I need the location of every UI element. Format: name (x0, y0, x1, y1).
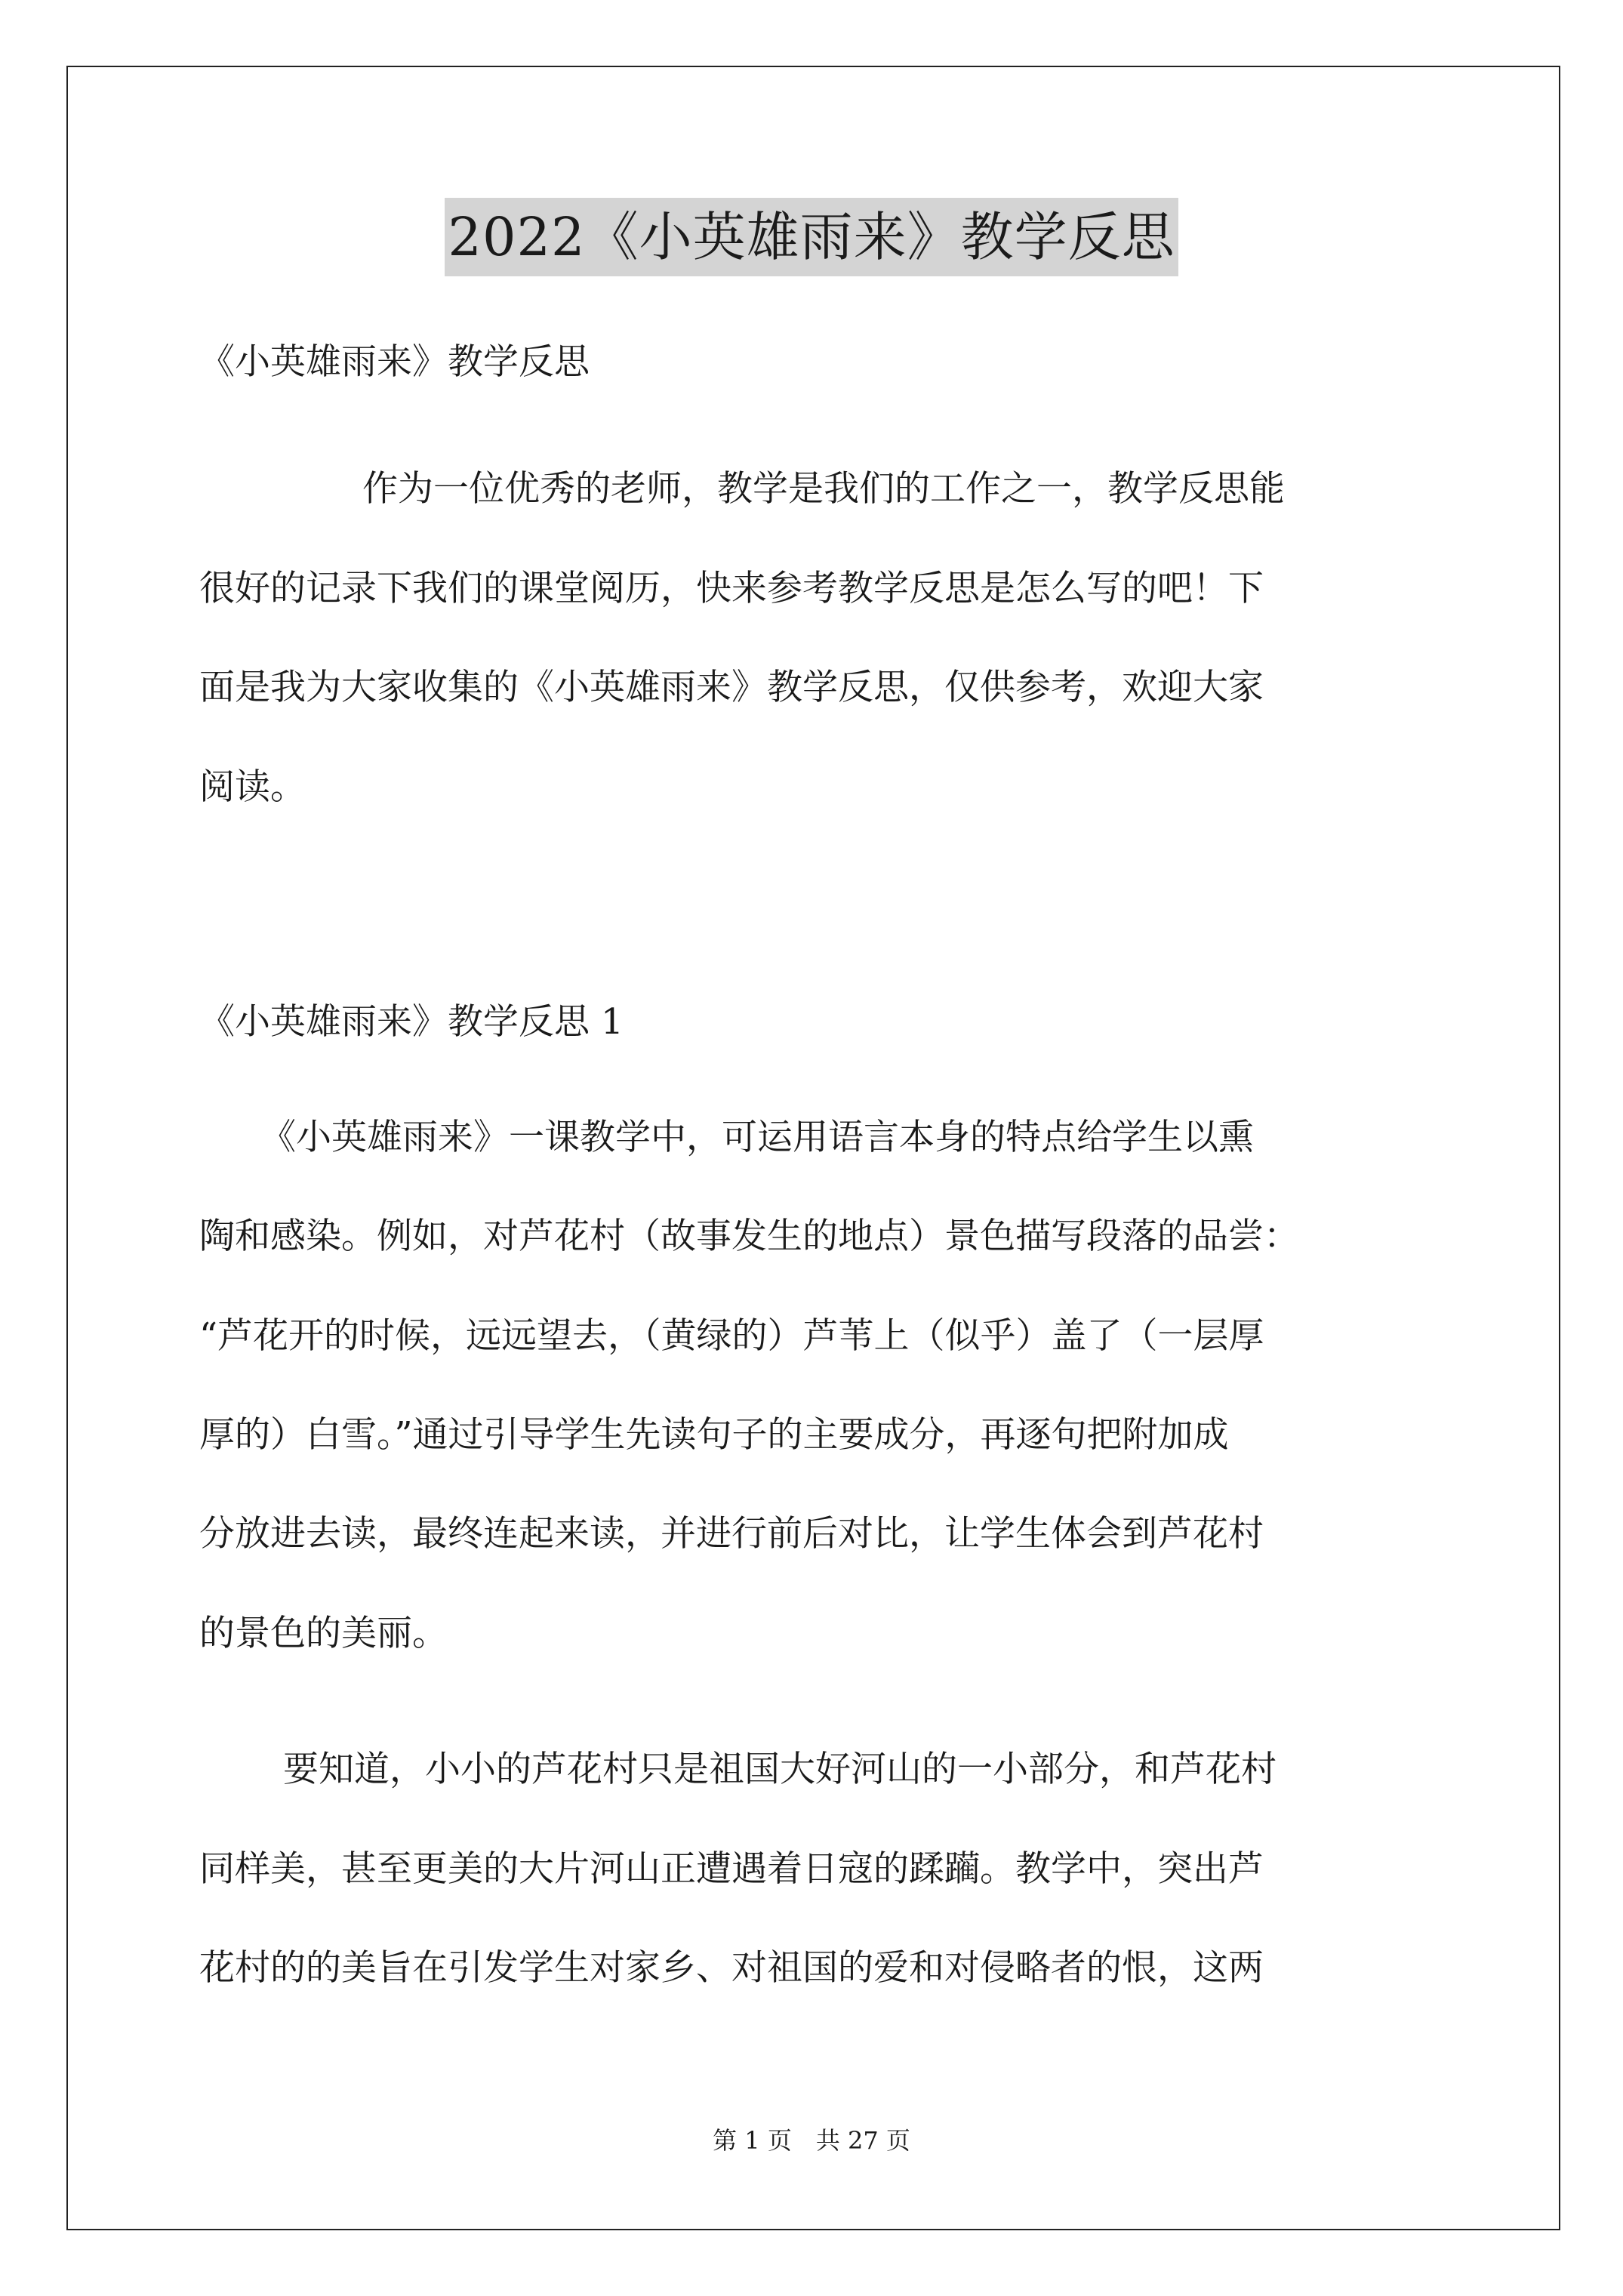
paragraph2-line-3: 花村的的美旨在引发学生对家乡、对祖国的爱和对侵略者的恨，这两 (199, 1947, 1264, 1989)
paragraph1-line-1: 《小英雄雨来》一课教学中，可运用语言本身的特点给学生以熏 (260, 1117, 1254, 1158)
paragraph1-line-5: 分放进去读，最终连起来读，并进行前后对比，让学生体会到芦花村 (199, 1513, 1264, 1555)
intro-line-1: 作为一位优秀的老师，教学是我们的工作之一，教学反思能 (362, 468, 1285, 510)
paragraph1-line-2: 陶和感染。例如，对芦花村（故事发生的地点）景色描写段落的品尝： (199, 1216, 1299, 1257)
title-container (0, 198, 1623, 276)
intro-line-2: 很好的记录下我们的课堂阅历，快来参考教学反思是怎么写的吧！下 (199, 568, 1264, 609)
intro-line-4: 阅读。 (199, 766, 306, 808)
intro-line-3: 面是我为大家收集的《小英雄雨来》教学反思，仅供参考，欢迎大家 (199, 667, 1264, 708)
paragraph2-line-1: 要知道，小小的芦花村只是祖国大好河山的一小部分，和芦花村 (283, 1749, 1277, 1790)
page-number: 第 1 页 共 27 页 (713, 2126, 910, 2155)
section-heading: 《小英雄雨来》教学反思 1 (199, 1001, 624, 1043)
paragraph1-line-3: “芦花开的时候，远远望去，（黄绿的）芦苇上（似乎）盖了（一层厚 (199, 1315, 1264, 1357)
paragraph1-line-4: 厚的）白雪。”通过引导学生先读句子的主要成分，再逐句把附加成 (199, 1414, 1229, 1456)
document-title: 2022《小英雄雨来》教学反思 (445, 198, 1178, 276)
subtitle: 《小英雄雨来》教学反思 (199, 341, 590, 383)
paragraph1-line-6: 的景色的美丽。 (199, 1613, 448, 1654)
paragraph2-line-2: 同样美，甚至更美的大片河山正遭遇着日寇的蹂躏。教学中，突出芦 (199, 1848, 1264, 1890)
